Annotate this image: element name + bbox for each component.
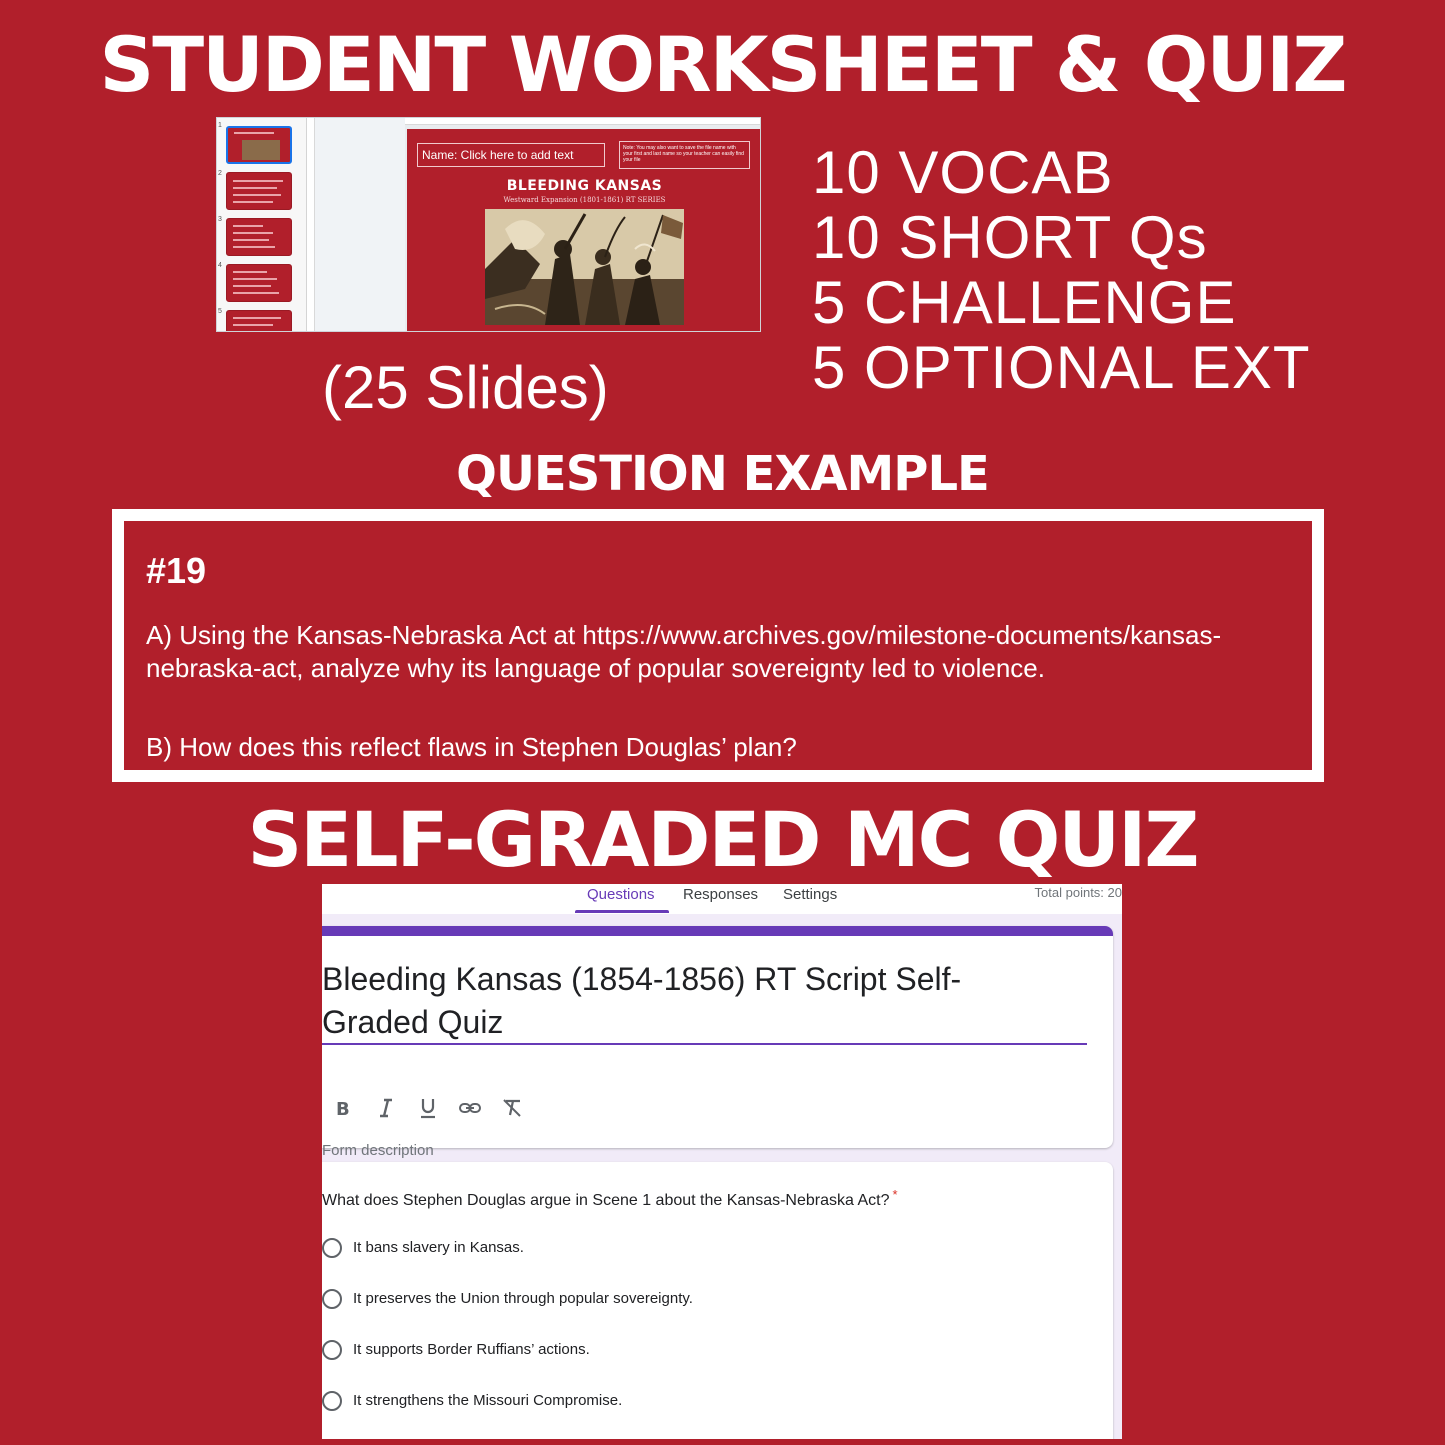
slide-thumbnail-strip [217,118,307,332]
thumbnail-number: 3 [218,216,222,223]
title-card-accent-bar [322,926,1113,936]
slide-thumbnail-4[interactable] [226,264,292,302]
thumbnail-number: 1 [218,122,222,129]
bold-icon[interactable] [332,1096,356,1120]
slide-canvas [407,129,761,332]
bleeding-kansas-illustration [485,209,684,325]
slide-thumbnail-3[interactable] [226,218,292,256]
slides-count-label: (25 Slides) [322,354,609,421]
required-asterisk: * [892,1187,898,1202]
vertical-ruler [307,118,315,332]
google-form-screenshot [322,884,1122,1439]
thumbnail-number: 2 [218,170,222,177]
radio-button[interactable] [322,1340,342,1360]
heading-self-graded-quiz: SELF-GRADED MC QUIZ [247,795,1198,884]
radio-button[interactable] [322,1238,342,1258]
active-tab-indicator [575,910,669,913]
question-example-box [112,509,1324,782]
thumbnail-number: 4 [218,262,222,269]
mc-option-label: It supports Border Ruffians’ actions. [353,1341,590,1358]
total-points-label: Total points: 20 [1034,885,1122,900]
question-part-a: A) Using the Kansas-Nebraska Act at https://www.archives.gov/milestone-documents/kansas-nebraska-act, analyze why its language of popular sovereignty led to violence. [146,620,1222,683]
radio-button[interactable] [322,1289,342,1309]
form-tab-bar [322,884,1122,914]
name-textbox[interactable]: Name: Click here to add text [417,143,605,167]
mc-option-label: It strengthens the Missouri Compromise. [353,1392,623,1409]
heading-question-example: QUESTION EXAMPLE [456,446,989,502]
slide-title: BLEEDING KANSAS [506,178,663,194]
stat-optional-extension: 5 OPTIONAL EXT [812,334,1311,401]
editor-canvas-gutter [307,118,405,332]
clear-format-icon[interactable] [500,1096,524,1120]
thumbnail-number: 5 [218,308,222,315]
slide-thumbnail-5[interactable] [226,310,292,332]
mc-option-label: It bans slavery in Kansas. [353,1239,524,1256]
title-input-underline [322,1043,1087,1045]
svg-text:B: B [336,1099,350,1120]
tab-questions[interactable]: Questions [587,886,655,903]
question-card [322,1162,1113,1439]
form-title-card [322,926,1113,1159]
link-icon[interactable] [458,1096,482,1120]
stat-vocab: 10 VOCAB [812,139,1114,206]
form-title-input[interactable]: Bleeding Kansas (1854-1856) RT Script Self-Graded Quiz [322,961,962,1040]
slide-thumbnail-2[interactable] [226,172,292,210]
underline-icon[interactable] [416,1096,440,1120]
slides-preview-screenshot [216,117,761,332]
content-stats-list [812,140,1412,400]
horizontal-ruler [405,118,761,125]
question-number: #19 [146,550,207,591]
mc-option-label: It preserves the Union through popular sovereignty. [353,1290,693,1307]
question-part-b: B) How does this reflect flaws in Stephen Douglas’ plan? [146,732,797,762]
italic-icon[interactable] [374,1096,398,1120]
mc-question-text [322,1187,898,1210]
tab-settings[interactable]: Settings [783,886,838,903]
radio-button[interactable] [322,1391,342,1411]
slide-subtitle: Westward Expansion (1801-1861) RT SERIES [503,196,666,204]
heading-student-worksheet: STUDENT WORKSHEET & QUIZ [99,20,1346,109]
slide-thumbnail-1[interactable] [226,126,292,164]
save-note: Note: You may also want to save the file name with your first and last name so your teacher can easily find your file [619,141,750,169]
stat-short-questions: 10 SHORT Qs [812,204,1208,271]
tab-responses[interactable]: Responses [683,886,759,903]
stat-challenge: 5 CHALLENGE [812,269,1237,336]
mc-question-label: What does Stephen Douglas argue in Scene 1 about the Kansas-Nebraska Act? [322,1192,890,1209]
form-description-input[interactable]: Form description [322,1142,434,1159]
